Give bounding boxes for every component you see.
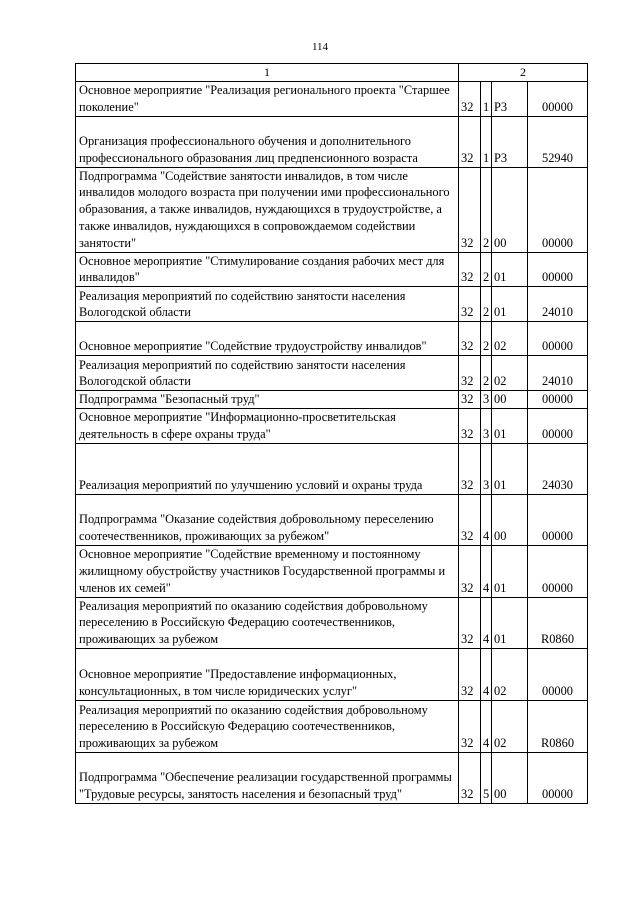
code-expense: 00000 [528,494,588,545]
code-expense: 52940 [528,116,588,167]
page-number: 114 [311,41,329,53]
code-expense: 24030 [528,443,588,494]
code-expense: R0860 [528,700,588,752]
code-expense: 00000 [528,391,588,409]
code-section: 32 [459,167,481,252]
code-subsection: 2 [481,356,492,391]
code-section: 32 [459,752,481,803]
row-name: Организация профессионального обучения и дополнительного профессионального образования лиц предпенсионного возраста [76,116,459,167]
row-name: Основное мероприятие "Информационно-просветительская деятельность в сфере охраны труда" [76,408,459,443]
code-subsection: 2 [481,167,492,252]
code-section: 32 [459,443,481,494]
code-expense: 00000 [528,322,588,356]
code-target: 02 [492,322,528,356]
code-subsection: 3 [481,391,492,409]
code-expense: 00000 [528,408,588,443]
code-target: 02 [492,700,528,752]
code-section: 32 [459,252,481,287]
code-subsection: 4 [481,545,492,597]
row-name: Основное мероприятие "Предоставление информационных, консультационных, в том числе юридических услуг" [76,648,459,700]
row-name: Реализация мероприятий по содействию занятости населения Вологодской области [76,356,459,391]
code-expense: 00000 [528,167,588,252]
table-row [76,443,588,494]
code-subsection: 4 [481,700,492,752]
code-target: Р3 [492,82,528,117]
code-section: 32 [459,648,481,700]
code-section: 32 [459,322,481,356]
code-subsection: 3 [481,408,492,443]
code-expense: 00000 [528,752,588,803]
table-row [76,597,588,648]
code-expense: 00000 [528,648,588,700]
table-row [76,408,588,443]
row-name: Основное мероприятие "Содействие временному и постоянному жилищному обустройству участников Государственной программы и членов их семей" [76,545,459,597]
code-expense: R0860 [528,597,588,648]
table-row [76,356,588,391]
table-row [76,700,588,752]
code-subsection: 1 [481,116,492,167]
table-header-row [76,64,588,82]
code-subsection: 3 [481,443,492,494]
code-subsection: 2 [481,287,492,322]
code-expense: 00000 [528,82,588,117]
row-name: Основное мероприятие "Содействие трудоустройству инвалидов" [76,322,459,356]
column-header-1: 1 [76,64,459,82]
row-name: Основное мероприятие "Реализация регионального проекта "Старшее поколение" [76,82,459,117]
code-expense: 00000 [528,545,588,597]
code-target: 00 [492,752,528,803]
table-row [76,752,588,803]
table-row [76,648,588,700]
code-section: 32 [459,494,481,545]
code-section: 32 [459,700,481,752]
code-target: 01 [492,287,528,322]
code-section: 32 [459,116,481,167]
code-target: 02 [492,648,528,700]
table-row [76,116,588,167]
row-name: Подпрограмма "Обеспечение реализации государственной программы "Трудовые ресурсы, занятость населения и безопасный труд" [76,752,459,803]
code-target: 01 [492,252,528,287]
code-expense: 24010 [528,356,588,391]
code-subsection: 2 [481,322,492,356]
code-target: 00 [492,391,528,409]
code-target: Р3 [492,116,528,167]
code-subsection: 5 [481,752,492,803]
row-name: Реализация мероприятий по улучшению условий и охраны труда [76,443,459,494]
table-row [76,82,588,117]
code-section: 32 [459,82,481,117]
code-subsection: 2 [481,252,492,287]
code-target: 00 [492,167,528,252]
table-row [76,252,588,287]
table-row [76,287,588,322]
code-subsection: 4 [481,597,492,648]
code-section: 32 [459,287,481,322]
code-target: 00 [492,494,528,545]
row-name: Реализация мероприятий по оказанию содействия добровольному переселению в Российскую Федерацию соотечественников, проживающих за рубежом [76,597,459,648]
code-expense: 00000 [528,252,588,287]
row-name: Реализация мероприятий по содействию занятости населения Вологодской области [76,287,459,322]
row-name: Основное мероприятие "Стимулирование создания рабочих мест для инвалидов" [76,252,459,287]
code-section: 32 [459,545,481,597]
code-target: 02 [492,356,528,391]
code-subsection: 4 [481,648,492,700]
code-subsection: 1 [481,82,492,117]
code-section: 32 [459,391,481,409]
code-target: 01 [492,545,528,597]
code-section: 32 [459,356,481,391]
row-name: Подпрограмма "Содействие занятости инвалидов, в том числе инвалидов молодого возраста при получении ими профессионального образования, а также инвалидов, нуждающихся в трудоустройстве, а также инвалидов, нуждающихся в сопровождаемом содействии занятости" [76,167,459,252]
code-section: 32 [459,597,481,648]
table-row [76,545,588,597]
table-row [76,167,588,252]
row-name: Подпрограмма "Оказание содействия добровольному переселению соотечественников, проживающих за рубежом" [76,494,459,545]
row-name: Подпрограмма "Безопасный труд" [76,391,459,409]
table-row [76,494,588,545]
column-header-2: 2 [459,64,588,82]
code-section: 32 [459,408,481,443]
code-target: 01 [492,597,528,648]
code-expense: 24010 [528,287,588,322]
budget-classification-table [75,63,588,804]
table-row [76,391,588,409]
code-subsection: 4 [481,494,492,545]
table-row [76,322,588,356]
code-target: 01 [492,443,528,494]
code-target: 01 [492,408,528,443]
row-name: Реализация мероприятий по оказанию содействия добровольному переселению в Российскую Федерацию соотечественников, проживающих за рубежом [76,700,459,752]
